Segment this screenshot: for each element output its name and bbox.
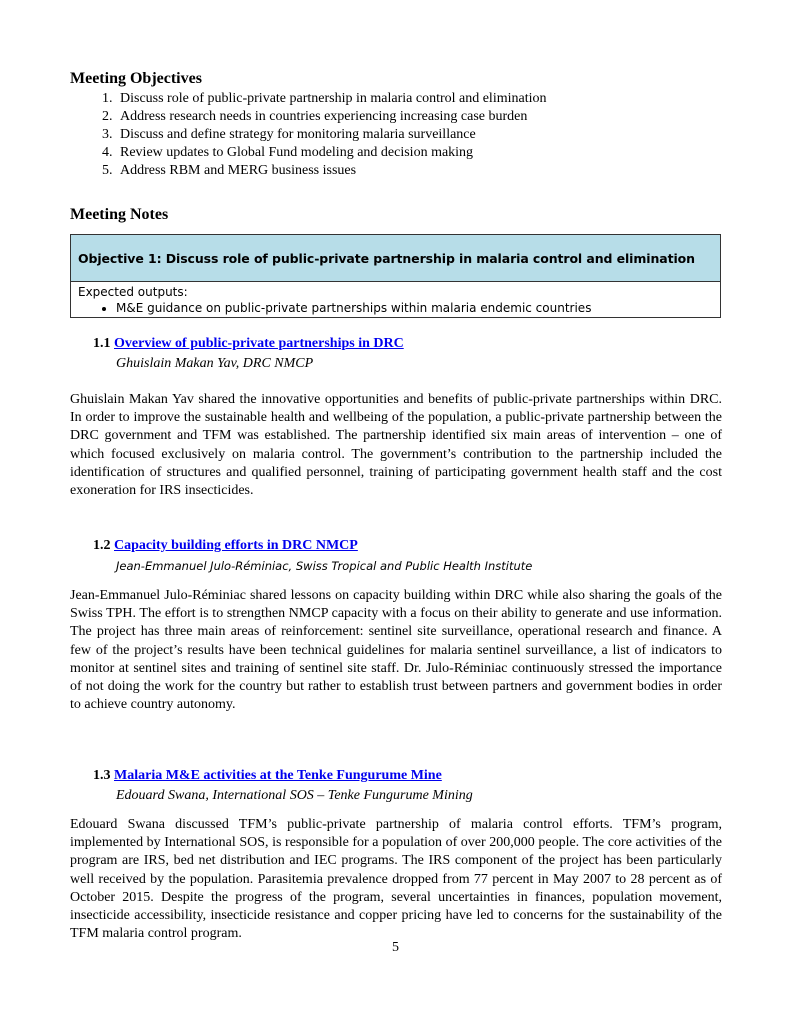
objective-item: 4. Review updates to Global Fund modeling and decision making — [116, 144, 756, 162]
section-number: 1.2 — [93, 538, 111, 553]
objectives-list — [70, 90, 756, 180]
objective-table — [70, 234, 721, 318]
section-presenter: Ghuislain Makan Yav, DRC NMCP — [116, 356, 314, 371]
objective-item: 3. Discuss and define strategy for monitoring malaria surveillance — [116, 126, 756, 144]
section-title — [93, 768, 442, 784]
section-link[interactable]: Capacity building efforts in DRC NMCP — [114, 538, 358, 553]
notes-heading: Meeting Notes — [70, 206, 169, 223]
expected-output-item: • M&E guidance on public-private partnerships within malaria endemic countries — [116, 300, 720, 316]
section-presenter: Jean-Emmanuel Julo-Réminiac, Swiss Tropical and Public Health Institute — [116, 559, 533, 573]
page-number: 5 — [392, 940, 399, 955]
section-presenter: Edouard Swana, International SOS – Tenke Fungurume Mining — [116, 788, 473, 803]
objective-table-body — [71, 282, 720, 317]
section-link[interactable]: Overview of public-private partnerships in DRC — [114, 336, 404, 351]
section-title — [93, 336, 404, 352]
section-paragraph: Edouard Swana discussed TFM’s public-private partnership of malaria control efforts. TFM’s program, implemented by International SOS, is responsible for a population of over 200,000 people. The core activities of the program are IRS, bed net distribution and IEC programs. The IRS component of the project has been particularly well received by the population. Parasitemia prevalence dropped from 77 percent in May 2007 to 28 percent as of October 2015. Despite the progress of the program, several uncertainties in finances, population movement, insecticide accessibility, insecticide resistance and copper pricing have led to concerns for the sustainability of the TFM malaria control program. — [70, 817, 722, 942]
objectives-heading: Meeting Objectives — [70, 70, 202, 87]
section-paragraph: Ghuislain Makan Yav shared the innovative opportunities and benefits of public-private partnerships within DRC. In order to improve the sustainable health and wellbeing of the population, a public-private partnership between the DRC government and TFM was established. The partnership identified six main areas of intervention – one of which focused exclusively on malaria control. The government’s contribution to the partnership included the identification of structures and qualified personnel, training of participating government health staff and the cost exoneration for IRS insecticides. — [70, 392, 722, 499]
expected-outputs-label: Expected outputs: — [78, 285, 188, 299]
objective-item: 1. Discuss role of public-private partnership in malaria control and elimination — [116, 90, 756, 108]
section-number: 1.1 — [93, 336, 111, 351]
section-title — [93, 538, 358, 554]
objective-table-title: Objective 1: Discuss role of public-private partnership in malaria control and elimination — [71, 235, 720, 282]
expected-outputs-list — [78, 300, 720, 316]
section-number: 1.3 — [93, 768, 111, 783]
objective-item: 2. Address research needs in countries experiencing increasing case burden — [116, 108, 756, 126]
section-link[interactable]: Malaria M&E activities at the Tenke Fungurume Mine — [114, 768, 442, 783]
section-paragraph: Jean-Emmanuel Julo-Réminiac shared lessons on capacity building within DRC while also sharing the goals of the Swiss TPH. The effort is to strengthen NMCP capacity with a focus on their ability to generate and use information. The project has three main areas of reinforcement: sentinel site surveillance, operational research and finance. A few of the project’s results have been technical guidelines for malaria sentinel surveillance, a list of indicators to monitor at sentinel sites and training of sentinel site staff. Dr. Julo-Réminiac continuously stressed the importance of not doing the work for the country but rather to establish trust between partners and government bodies in order to achieve country autonomy. — [70, 588, 722, 713]
objective-item: 5. Address RBM and MERG business issues — [116, 162, 756, 180]
